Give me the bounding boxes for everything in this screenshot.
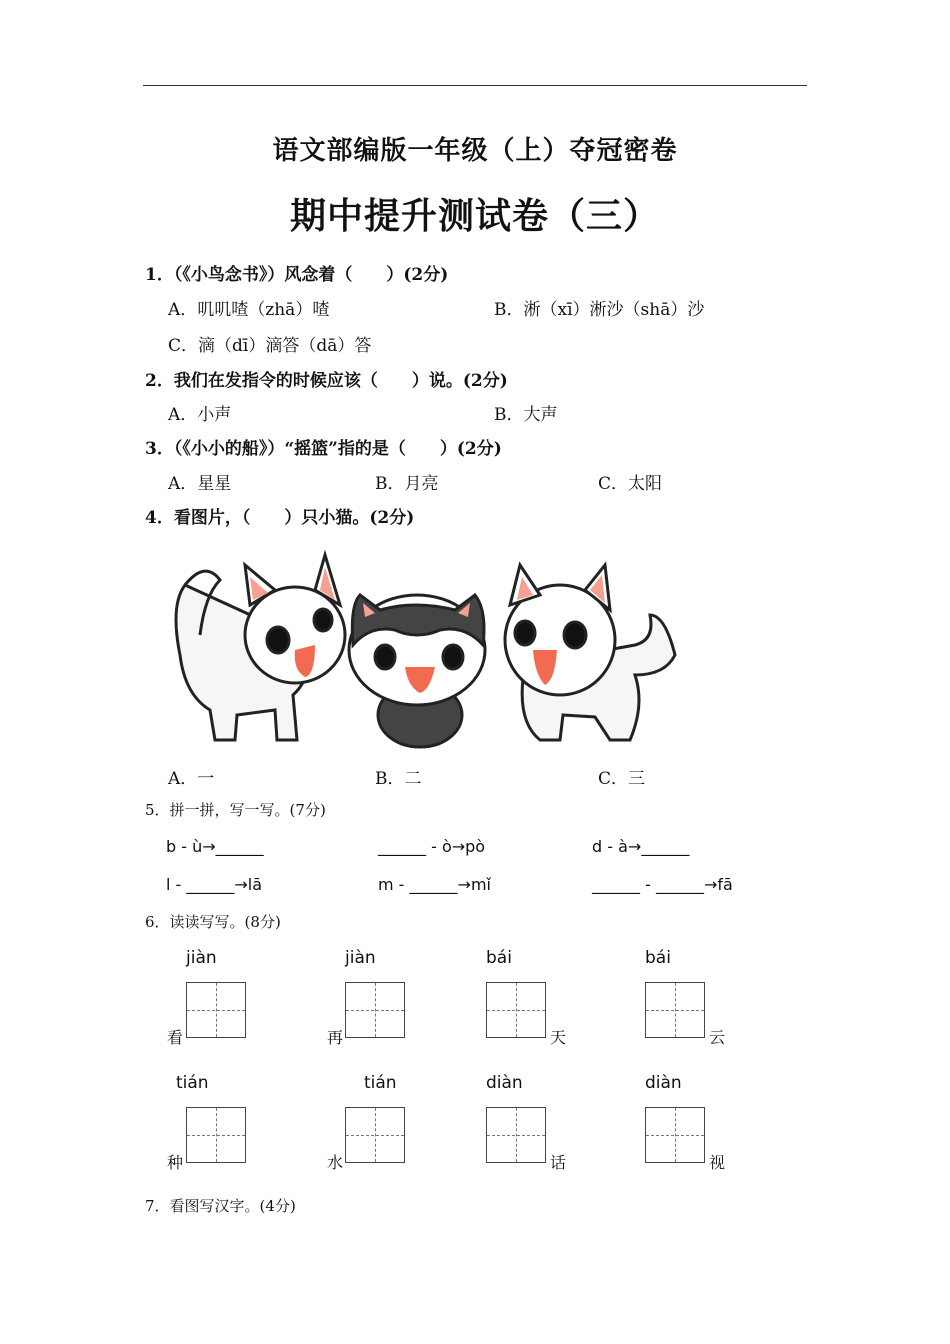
- q2-option-b[interactable]: B．大声: [494, 405, 558, 425]
- page-title: 期中提升测试卷（三）: [289, 195, 660, 237]
- tianzige-box[interactable]: [486, 1107, 546, 1163]
- q5-item-4[interactable]: l - ______→lā: [166, 875, 263, 894]
- q4-option-b[interactable]: B．二: [375, 769, 422, 789]
- q6-char: 视: [709, 1153, 726, 1172]
- q3-option-c[interactable]: C．太阳: [598, 474, 663, 494]
- q6-char: 种: [167, 1153, 184, 1172]
- cats-illustration: [165, 545, 685, 750]
- q6-pinyin: bái: [645, 948, 671, 968]
- q1-option-c[interactable]: C．滴（dī）滴答（dā）答: [168, 336, 372, 356]
- tianzige-box[interactable]: [645, 1107, 705, 1163]
- q2-stem: 2．我们在发指令的时候应该（ ）说。(2分): [145, 371, 508, 391]
- page-subtitle: 语文部编版一年级（上）夺冠密卷: [272, 136, 678, 166]
- tianzige-box[interactable]: [345, 982, 405, 1038]
- tianzige-box[interactable]: [645, 982, 705, 1038]
- tianzige-box[interactable]: [345, 1107, 405, 1163]
- q1-option-a[interactable]: A．叽叽喳（zhā）喳: [168, 300, 330, 320]
- q6-pinyin: jiàn: [345, 948, 376, 968]
- q5-stem: 5．拼一拼，写一写。(7分): [145, 801, 326, 819]
- q2-option-a[interactable]: A．小声: [168, 405, 232, 425]
- tianzige-box[interactable]: [186, 1107, 246, 1163]
- q5-item-6[interactable]: ______ - ______→fā: [592, 875, 733, 894]
- white-cat-left-icon: [176, 555, 345, 740]
- q1-option-b[interactable]: B．淅（xī）淅沙（shā）沙: [494, 300, 705, 320]
- q6-char: 天: [550, 1028, 567, 1047]
- q3-option-b[interactable]: B．月亮: [375, 474, 439, 494]
- q6-char: 水: [327, 1153, 344, 1172]
- q6-char: 云: [709, 1028, 726, 1047]
- q6-pinyin: diàn: [645, 1073, 682, 1093]
- q6-char: 再: [327, 1028, 344, 1047]
- q5-item-2[interactable]: ______ - ò→pò: [378, 837, 486, 856]
- q6-pinyin: tián: [364, 1073, 397, 1093]
- q1-stem: 1．（《小鸟念书》）风念着（ ）(2分): [145, 265, 449, 285]
- q6-pinyin: jiàn: [186, 948, 217, 968]
- q5-item-3[interactable]: d - à→______: [592, 837, 690, 856]
- q6-pinyin: bái: [486, 948, 512, 968]
- q4-option-a[interactable]: A．一: [168, 769, 215, 789]
- q6-pinyin: tián: [176, 1073, 209, 1093]
- q6-char: 看: [167, 1028, 184, 1047]
- q7-stem: 7．看图写汉字。(4分): [145, 1197, 296, 1215]
- q5-item-1[interactable]: b - ù→______: [166, 837, 264, 856]
- q6-pinyin: diàn: [486, 1073, 523, 1093]
- q4-option-c[interactable]: C．三: [598, 769, 646, 789]
- q3-stem: 3．（《小小的船》）“摇篮”指的是（ ）(2分): [145, 439, 502, 459]
- header-rule: [143, 85, 807, 86]
- tianzige-box[interactable]: [186, 982, 246, 1038]
- tianzige-box[interactable]: [486, 982, 546, 1038]
- white-cat-right-icon: [505, 565, 675, 740]
- q3-option-a[interactable]: A．星星: [168, 474, 232, 494]
- black-cat-middle-icon: [349, 595, 485, 747]
- q6-char: 话: [550, 1153, 567, 1172]
- q4-stem: 4．看图片，（ ）只小猫。(2分): [145, 508, 415, 528]
- q5-item-5[interactable]: m - ______→mǐ: [378, 875, 491, 894]
- q6-stem: 6．读读写写。(8分): [145, 913, 281, 931]
